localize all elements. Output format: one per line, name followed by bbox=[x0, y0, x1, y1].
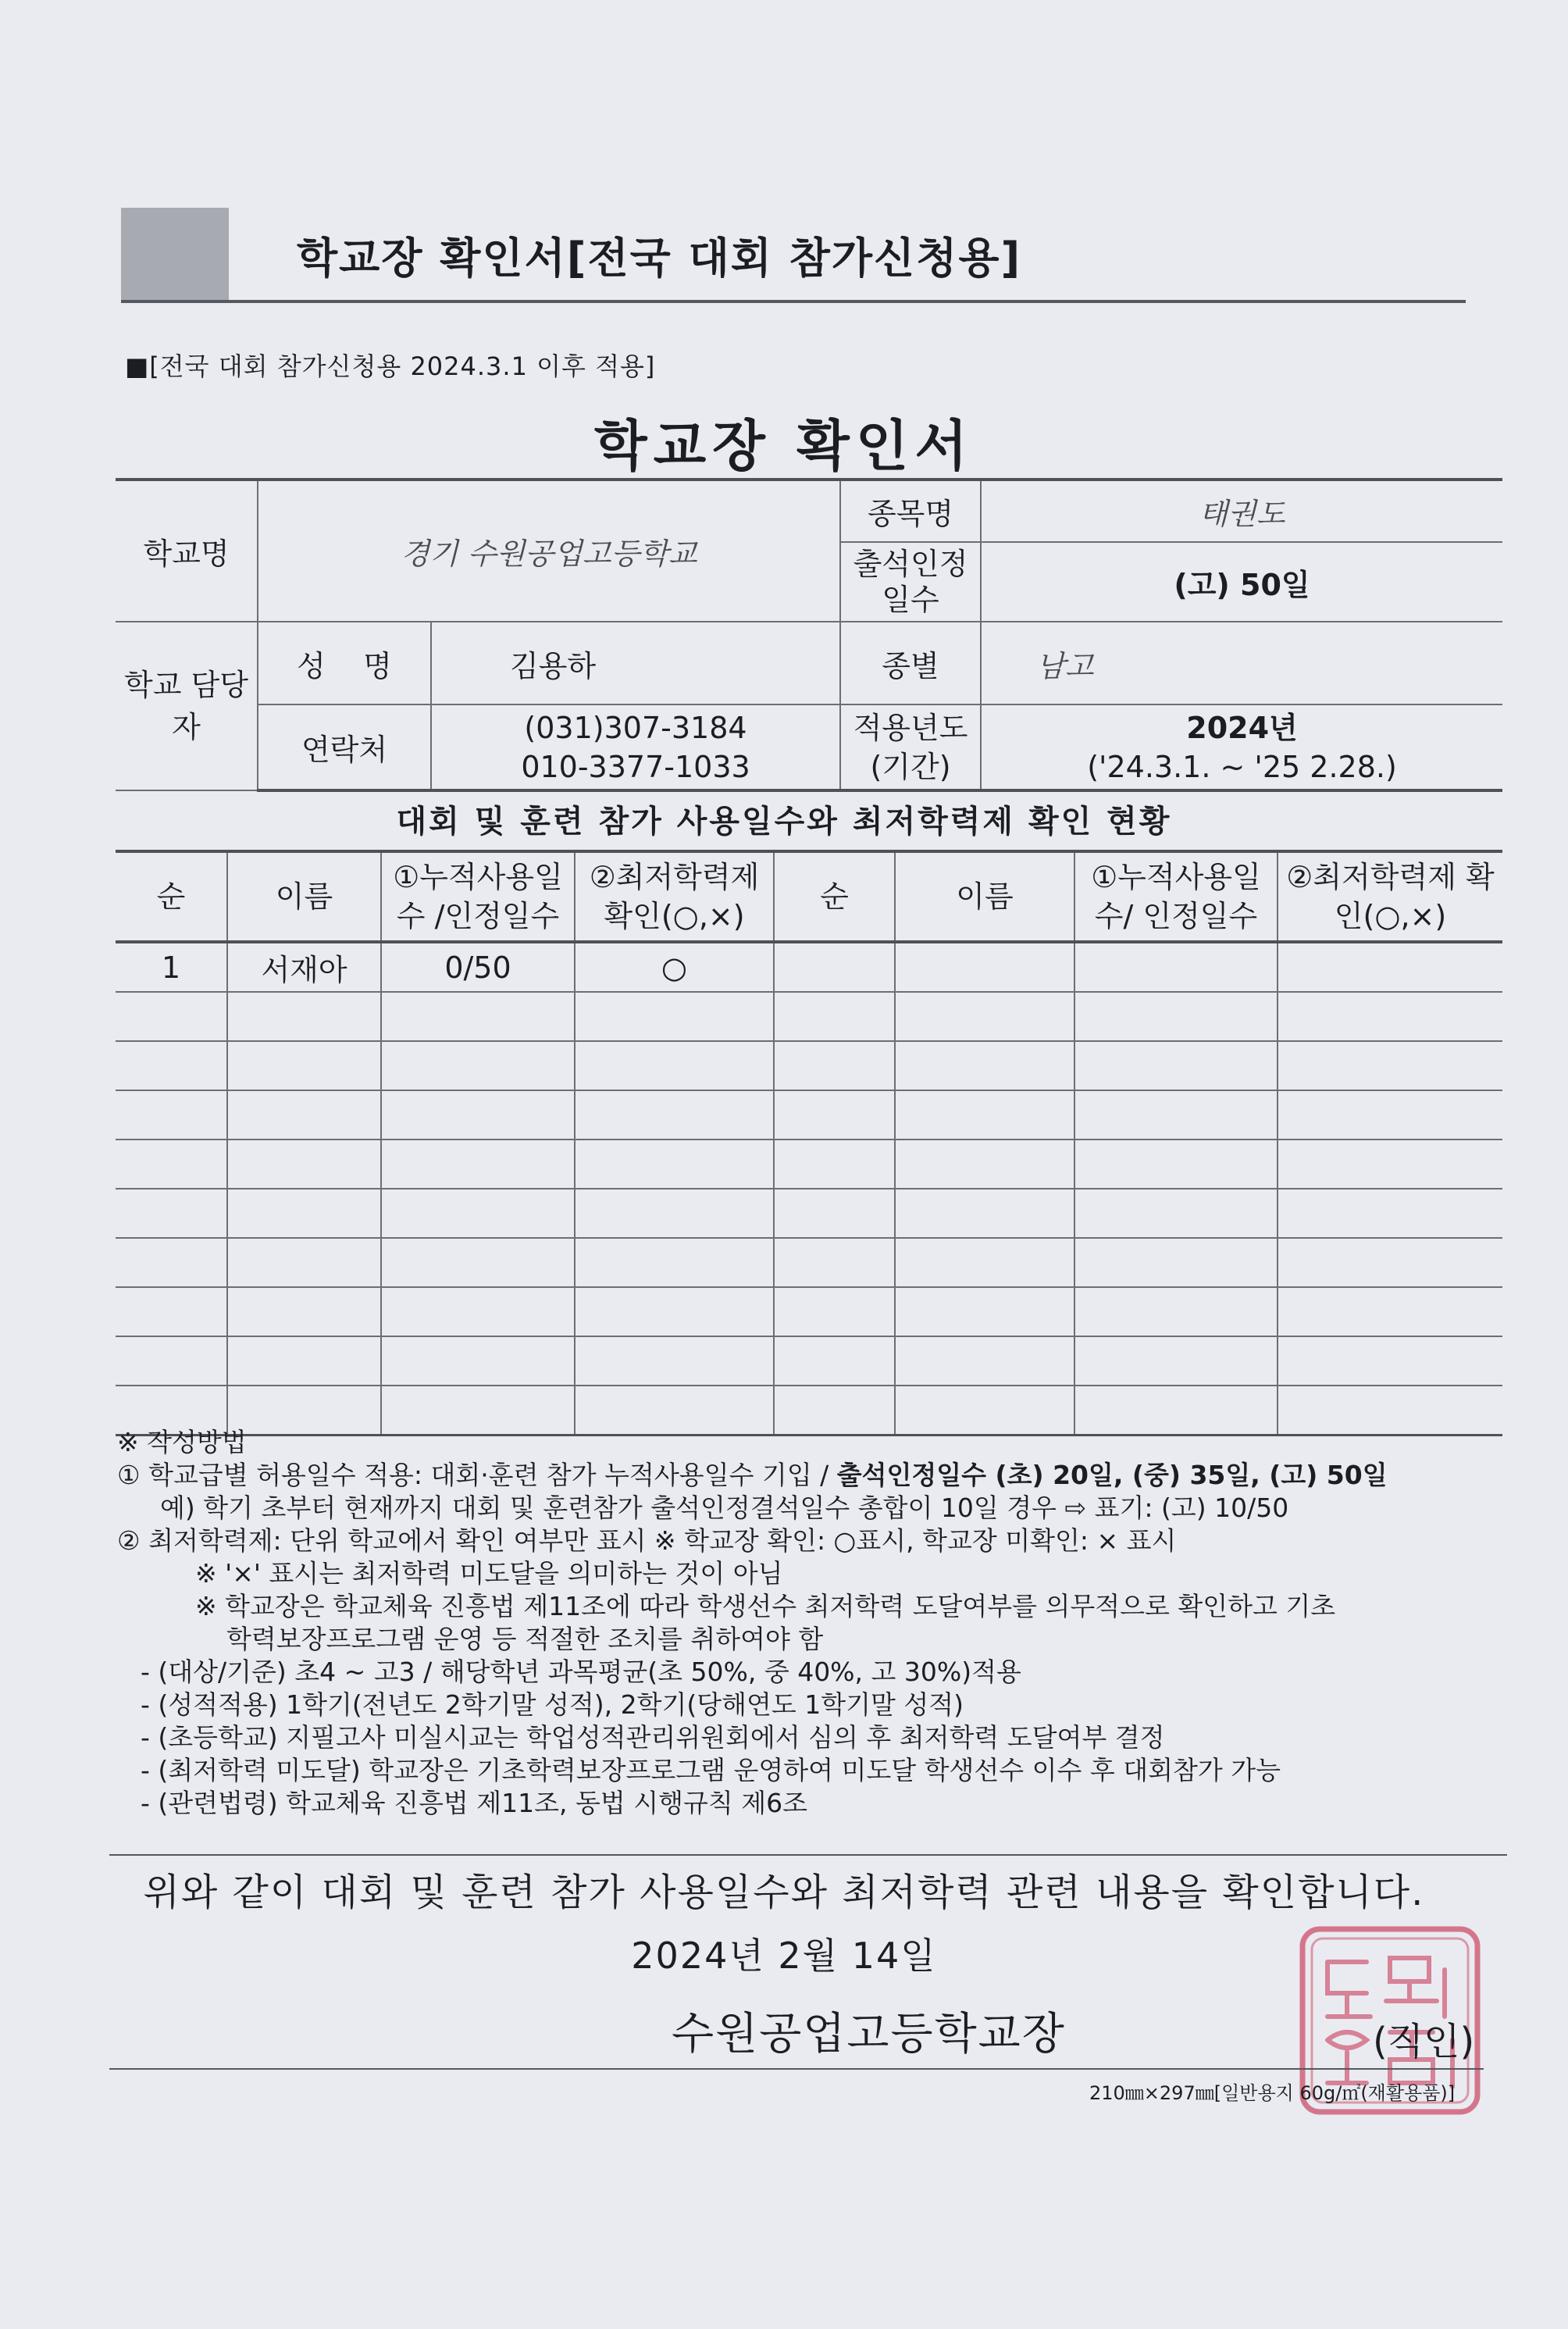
column-header: 이름 bbox=[227, 851, 381, 942]
column-header: ①누적사용일수/ 인정일수 bbox=[1074, 851, 1278, 942]
table-cell: 0/50 bbox=[381, 942, 575, 992]
header-banner bbox=[121, 208, 1466, 303]
table-row-empty bbox=[116, 1090, 1502, 1140]
table-cell bbox=[381, 992, 575, 1041]
period-value: ('24.3.1. ~ '25 2.28.) bbox=[1087, 749, 1397, 784]
table-cell bbox=[575, 1090, 774, 1140]
table-cell bbox=[774, 1140, 895, 1189]
table-cell bbox=[575, 1140, 774, 1189]
table-cell bbox=[227, 1041, 381, 1090]
column-header: 순 bbox=[116, 851, 227, 942]
note-dash-3: - (초등학교) 지필고사 미실시교는 학업성적관리위원회에서 심의 후 최저학력 도달여부 결정 bbox=[141, 1722, 1165, 1753]
table-cell bbox=[575, 992, 774, 1041]
year-label: 적용년도 (기간) bbox=[840, 704, 981, 790]
table-cell bbox=[381, 1189, 575, 1238]
table-cell bbox=[1074, 1189, 1278, 1238]
table-cell bbox=[774, 1189, 895, 1238]
attendance-label: 출석인정 일수 bbox=[840, 542, 981, 622]
name-label: 성 명 bbox=[258, 622, 431, 704]
table-cell bbox=[1074, 1336, 1278, 1386]
table-cell bbox=[381, 1238, 575, 1287]
table-cell bbox=[1278, 1041, 1502, 1090]
category-value: 남고 bbox=[981, 622, 1502, 704]
table-cell bbox=[116, 992, 227, 1041]
table-cell: 1 bbox=[116, 942, 227, 992]
seal-label: (직인) bbox=[1373, 2020, 1475, 2063]
table-cell bbox=[774, 1287, 895, 1336]
table-cell bbox=[575, 1238, 774, 1287]
table-cell bbox=[1278, 1189, 1502, 1238]
table-cell bbox=[1278, 1287, 1502, 1336]
note-dash-5: - (관련법령) 학교체육 진흥법 제11조, 동법 시행규칙 제6조 bbox=[141, 1788, 807, 1818]
table-cell bbox=[895, 1041, 1074, 1090]
table-cell bbox=[774, 942, 895, 992]
manager-label: 학교 담당자 bbox=[116, 622, 258, 790]
table-row-empty bbox=[116, 1287, 1502, 1336]
table-cell bbox=[381, 1090, 575, 1140]
table-cell bbox=[227, 1287, 381, 1336]
table-cell bbox=[116, 1090, 227, 1140]
table-cell bbox=[116, 1189, 227, 1238]
sport-value: 태권도 bbox=[981, 480, 1502, 542]
sport-label: 종목명 bbox=[840, 480, 981, 542]
table-cell bbox=[1074, 1238, 1278, 1287]
main-title: 학교장 확인서 bbox=[593, 414, 975, 478]
section-title: 대회 및 훈련 참가 사용일수와 최저학력제 확인 현황 bbox=[396, 804, 1172, 840]
table-cell bbox=[1278, 992, 1502, 1041]
note-item-1-text: ① 학교급별 허용일수 적용: 대회·훈련 참가 누적사용일수 기입 / bbox=[117, 1460, 837, 1490]
year-values bbox=[981, 704, 1502, 790]
school-value: 경기 수원공업고등학교 bbox=[258, 480, 840, 622]
note-item-2-sub-2b: 학력보장프로그램 운영 등 적절한 조치를 취하여야 함 bbox=[226, 1624, 824, 1654]
table-cell bbox=[116, 1238, 227, 1287]
table-cell bbox=[116, 1140, 227, 1189]
note-item-1 bbox=[117, 1459, 1491, 1492]
divider-top bbox=[109, 1854, 1507, 1856]
contact-phone-1: (031)307-3184 bbox=[524, 710, 747, 745]
column-header: ②최저학력제 확인(○,×) bbox=[1278, 851, 1502, 942]
note-dash-4: - (최저학력 미도달) 학교장은 기초학력보장프로그램 운영하여 미도달 학생선수 이수 후 대회참가 가능 bbox=[141, 1755, 1281, 1785]
table-cell: 서재아 bbox=[227, 942, 381, 992]
contact-phone-2: 010-3377-1033 bbox=[521, 749, 750, 784]
table-cell bbox=[227, 1238, 381, 1287]
table-cell bbox=[774, 1090, 895, 1140]
table-cell bbox=[1074, 1140, 1278, 1189]
table-cell bbox=[575, 1287, 774, 1336]
table-cell bbox=[381, 1287, 575, 1336]
table-row-empty bbox=[116, 992, 1502, 1041]
confirm-statement: 위와 같이 대회 및 훈련 참가 사용일수와 최저학력 관련 내용을 확인합니다. bbox=[143, 1871, 1425, 1914]
table-cell bbox=[575, 1336, 774, 1386]
participants-table bbox=[116, 850, 1502, 1436]
note-item-1-bold: 출석인정일수 (초) 20일, (중) 35일, (고) 50일 bbox=[836, 1460, 1388, 1490]
table-row-empty bbox=[116, 1238, 1502, 1287]
table-cell bbox=[227, 1189, 381, 1238]
table-cell bbox=[1074, 992, 1278, 1041]
table-cell bbox=[774, 1041, 895, 1090]
contact-values bbox=[431, 704, 840, 790]
table-cell bbox=[381, 1336, 575, 1386]
notes-section bbox=[117, 1426, 1491, 1820]
table-cell bbox=[381, 1140, 575, 1189]
table-row bbox=[116, 942, 1502, 992]
table-cell bbox=[895, 1287, 1074, 1336]
signature-date: 2024년 2월 14일 bbox=[631, 1935, 937, 1977]
column-header: 이름 bbox=[895, 851, 1074, 942]
table-row-empty bbox=[116, 1189, 1502, 1238]
table-cell bbox=[895, 1090, 1074, 1140]
note-item-2-sub-2: ※ 학교장은 학교체육 진흥법 제11조에 따라 학생선수 최저학력 도달여부를 의무적으로 확인하고 기초 bbox=[195, 1591, 1336, 1621]
note-item-1-example: 예) 학기 초부터 현재까지 대회 및 훈련참가 출석인정결석일수 총합이 10일 경우 ⇨ 표기: (고) 10/50 bbox=[160, 1493, 1289, 1523]
table-cell bbox=[774, 1238, 895, 1287]
table-cell bbox=[895, 992, 1074, 1041]
table-cell bbox=[774, 992, 895, 1041]
note-dash-2: - (성적적용) 1학기(전년도 2학기말 성적), 2학기(당해연도 1학기말 성적) bbox=[141, 1689, 964, 1720]
note-dash-1: - (대상/기준) 초4 ~ 고3 / 해당학년 과목평균(초 50%, 중 40%, 고 30%)적용 bbox=[141, 1657, 1021, 1687]
table-cell bbox=[895, 1238, 1074, 1287]
table-cell bbox=[227, 1090, 381, 1140]
table-cell bbox=[1278, 1090, 1502, 1140]
table-cell bbox=[1074, 942, 1278, 992]
attendance-value: (고) 50일 bbox=[981, 542, 1502, 622]
principal-name: 수원공업고등학교장 bbox=[672, 2009, 1066, 2060]
table-cell bbox=[575, 1189, 774, 1238]
table-cell bbox=[575, 1041, 774, 1090]
column-header: ①누적사용일수 /인정일수 bbox=[381, 851, 575, 942]
table-cell bbox=[1278, 1336, 1502, 1386]
banner-title: 학교장 확인서[전국 대회 참가신청용] bbox=[297, 234, 1022, 283]
column-header: ②최저학력제 확인(○,×) bbox=[575, 851, 774, 942]
table-cell bbox=[227, 992, 381, 1041]
column-header: 순 bbox=[774, 851, 895, 942]
table-cell bbox=[895, 1140, 1074, 1189]
table-cell bbox=[1278, 1140, 1502, 1189]
table-row-empty bbox=[116, 1336, 1502, 1386]
table-cell bbox=[116, 1287, 227, 1336]
table-cell bbox=[1278, 1238, 1502, 1287]
table-cell bbox=[116, 1336, 227, 1386]
year-value: 2024년 bbox=[1186, 710, 1298, 745]
table-cell bbox=[1074, 1287, 1278, 1336]
contact-label: 연락처 bbox=[258, 704, 431, 790]
table-cell bbox=[895, 942, 1074, 992]
table-cell bbox=[116, 1041, 227, 1090]
table-cell bbox=[381, 1041, 575, 1090]
info-table bbox=[116, 478, 1502, 792]
table-cell bbox=[774, 1336, 895, 1386]
note-item-2-sub-1: ※ '×' 표시는 최저학력 미도달을 의미하는 것이 아님 bbox=[195, 1558, 783, 1589]
table-row-empty bbox=[116, 1140, 1502, 1189]
banner-box bbox=[121, 208, 229, 300]
table-cell bbox=[895, 1189, 1074, 1238]
table-cell bbox=[1074, 1090, 1278, 1140]
school-label: 학교명 bbox=[116, 480, 258, 622]
table-cell bbox=[227, 1140, 381, 1189]
table-cell bbox=[1278, 942, 1502, 992]
table-cell bbox=[1074, 1041, 1278, 1090]
name-value: 김용하 bbox=[431, 622, 840, 704]
table-row-empty bbox=[116, 1041, 1502, 1090]
table-cell bbox=[227, 1336, 381, 1386]
table-cell: ○ bbox=[575, 942, 774, 992]
divider-bottom bbox=[109, 2068, 1484, 2070]
table-cell bbox=[895, 1336, 1074, 1386]
applies-note: ■[전국 대회 참가신청용 2024.3.1 이후 적용] bbox=[125, 351, 656, 381]
paper-spec: 210㎜×297㎜[일반용지 60g/㎡(재활용품)] bbox=[1089, 2082, 1456, 2104]
note-item-2: ② 최저학력제: 단위 학교에서 확인 여부만 표시 ※ 학교장 확인: ○표시, 학교장 미확인: × 표시 bbox=[117, 1525, 1177, 1556]
notes-heading: ※ 작성방법 bbox=[117, 1427, 247, 1457]
category-label: 종별 bbox=[840, 622, 981, 704]
participants-header-row bbox=[116, 851, 1502, 942]
